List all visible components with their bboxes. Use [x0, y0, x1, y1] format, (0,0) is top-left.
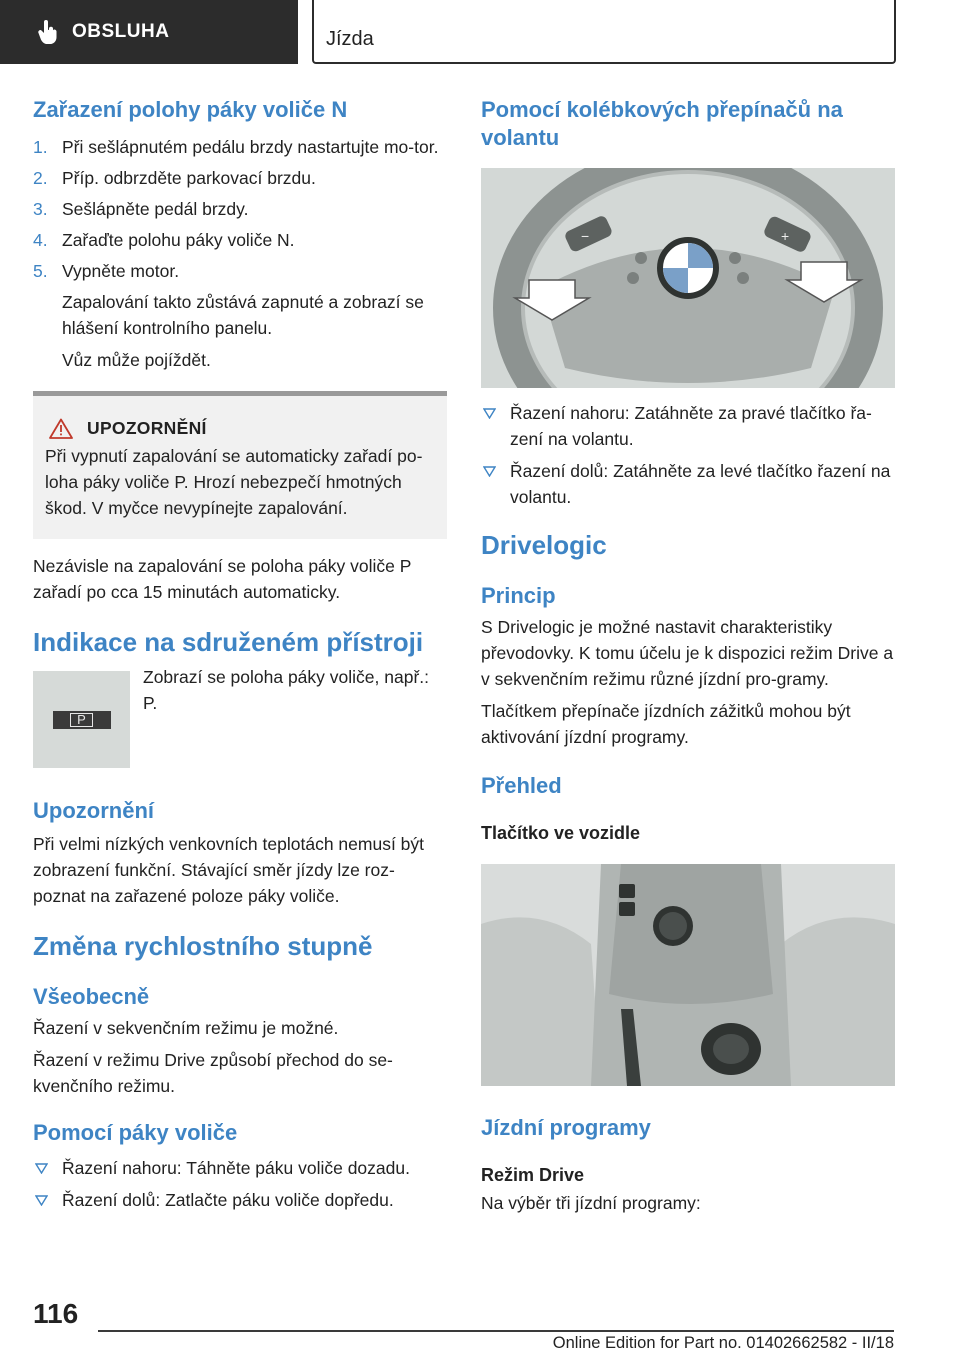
drive-mode-text: Na výběr tři jízdní programy: — [481, 1193, 701, 1213]
bullet-triangle-icon — [35, 1195, 48, 1206]
warning-box — [33, 391, 447, 539]
heading-drivelogic: Drivelogic — [481, 530, 607, 560]
heading-driving-programs: Jízdní programy — [481, 1115, 651, 1140]
warning-text: Při vypnutí zapalování se automaticky zařadí po‐loha páky voliče P. Hrozí nebezpečí hmotných škod. V myčce nevypínejte zapalování. — [45, 446, 423, 518]
button-subheading: Tlačítko ve vozidle — [481, 823, 641, 843]
page-number: 116 — [33, 1298, 79, 1329]
step-number: 1. — [33, 137, 48, 157]
heading-paddles: Pomocí kolébkových přepínačů na volantu — [481, 97, 843, 150]
heading-selector-lever: Pomocí páky voliče — [33, 1120, 238, 1145]
paddle-minus-label: − — [581, 228, 590, 244]
step-text: Sešlápněte pedál brzdy. — [62, 199, 249, 219]
heading-general: Všeobecně — [33, 984, 150, 1009]
paddle-plus-label: + — [781, 228, 790, 244]
step-item — [33, 258, 447, 284]
step-text: Vypněte motor. — [62, 261, 180, 281]
drive-mode-subheading: Režim Drive — [481, 1165, 585, 1185]
list-item — [33, 1155, 447, 1181]
step-item — [33, 165, 447, 191]
step5-note-1: Zapalování takto zůstává zapnuté a zobrazí se hlášení kontrolního panelu. — [62, 292, 424, 338]
independent-text: Nezávisle na zapalování se poloha páky voliče P zařadí po cca 15 minutách automaticky. — [33, 556, 412, 602]
step-number: 3. — [33, 199, 48, 219]
gear-p-indicator — [53, 711, 111, 729]
general-text-1: Řazení v sekvenčním režimu je možné. — [33, 1018, 339, 1038]
heading-principle: Princip — [481, 583, 556, 608]
display-text: Zobrazí se poloha páky voliče, např.: P. — [143, 667, 429, 713]
display-row — [33, 669, 447, 775]
section-tab — [0, 0, 298, 64]
list-item — [481, 400, 895, 452]
heading-neutral: Zařazení polohy páky voliče N — [33, 97, 348, 122]
center-console-image — [481, 864, 895, 1086]
heading-overview: Přehled — [481, 773, 562, 798]
step-item — [33, 196, 447, 222]
edition-text: Online Edition for Part no. 01402662582 - II/18 — [552, 1334, 894, 1352]
warning-title: UPOZORNĚNÍ — [87, 418, 207, 438]
list-item-text: Řazení nahoru: Táhněte páku voliče dozadu. — [62, 1158, 410, 1178]
bullet-triangle-icon — [35, 1163, 48, 1174]
paddle-list — [481, 400, 895, 510]
step-number: 4. — [33, 230, 48, 250]
step-number: 2. — [33, 168, 48, 188]
step-text: Zařaďte polohu páky voliče N. — [62, 230, 295, 250]
principle-text-2: Tlačítkem přepínače jízdních zážitků mohou být aktivování jízdní programy. — [481, 701, 851, 747]
principle-text-1: S Drivelogic je možné nastavit charakteristiky převodovky. K tomu účelu je k dispozici režim Drive a v sekvenčním režimu různé jízdní pro‐gramy. — [481, 617, 894, 689]
bullet-triangle-icon — [483, 408, 496, 419]
step-text: Příp. odbrzděte parkovací brzdu. — [62, 168, 316, 188]
list-item-text: Řazení dolů: Zatáhněte za levé tlačítko řazení na volantu. — [510, 461, 891, 507]
lever-list — [33, 1155, 447, 1213]
step-number: 5. — [33, 261, 48, 281]
chapter-header — [312, 0, 896, 64]
steering-wheel-image — [481, 168, 895, 388]
step-item — [33, 134, 447, 160]
neutral-steps — [33, 134, 447, 284]
heading-notice: Upozornění — [33, 798, 154, 823]
left-column — [33, 96, 447, 1219]
list-item-text: Řazení dolů: Zatlačte páku voliče dopředu. — [62, 1190, 394, 1210]
gear-display-image — [33, 671, 130, 768]
heading-display: Indikace na sdruženém přístroji — [33, 627, 424, 657]
list-item — [481, 458, 895, 510]
gear-p-letter: P — [70, 713, 93, 727]
step-text: Při sešlápnutém pedálu brzdy nastartujte mo‐tor. — [62, 137, 439, 157]
bullet-triangle-icon — [483, 466, 496, 477]
chapter-label: Jízda — [326, 28, 374, 50]
hand-pointer-icon — [38, 20, 58, 44]
warning-triangle-icon — [49, 418, 73, 439]
footer-rule — [98, 1330, 894, 1332]
general-text-2: Řazení v režimu Drive způsobí přechod do se‐kvenčního režimu. — [33, 1050, 393, 1096]
right-column — [481, 96, 895, 1216]
heading-gear-change: Změna rychlostního stupně — [33, 931, 373, 961]
section-label: OBSLUHA — [72, 21, 170, 42]
list-item — [33, 1187, 447, 1213]
step5-note-2: Vůz může pojíždět. — [62, 350, 211, 370]
step-item — [33, 227, 447, 253]
notice-text: Při velmi nízkých venkovních teplotách nemusí být zobrazení funkční. Stávající směr jízdy lze roz‐poznat na zařazené poloze páky voliče. — [33, 834, 425, 906]
list-item-text: Řazení nahoru: Zatáhněte za pravé tlačítko řa‐zení na volantu. — [510, 403, 872, 449]
